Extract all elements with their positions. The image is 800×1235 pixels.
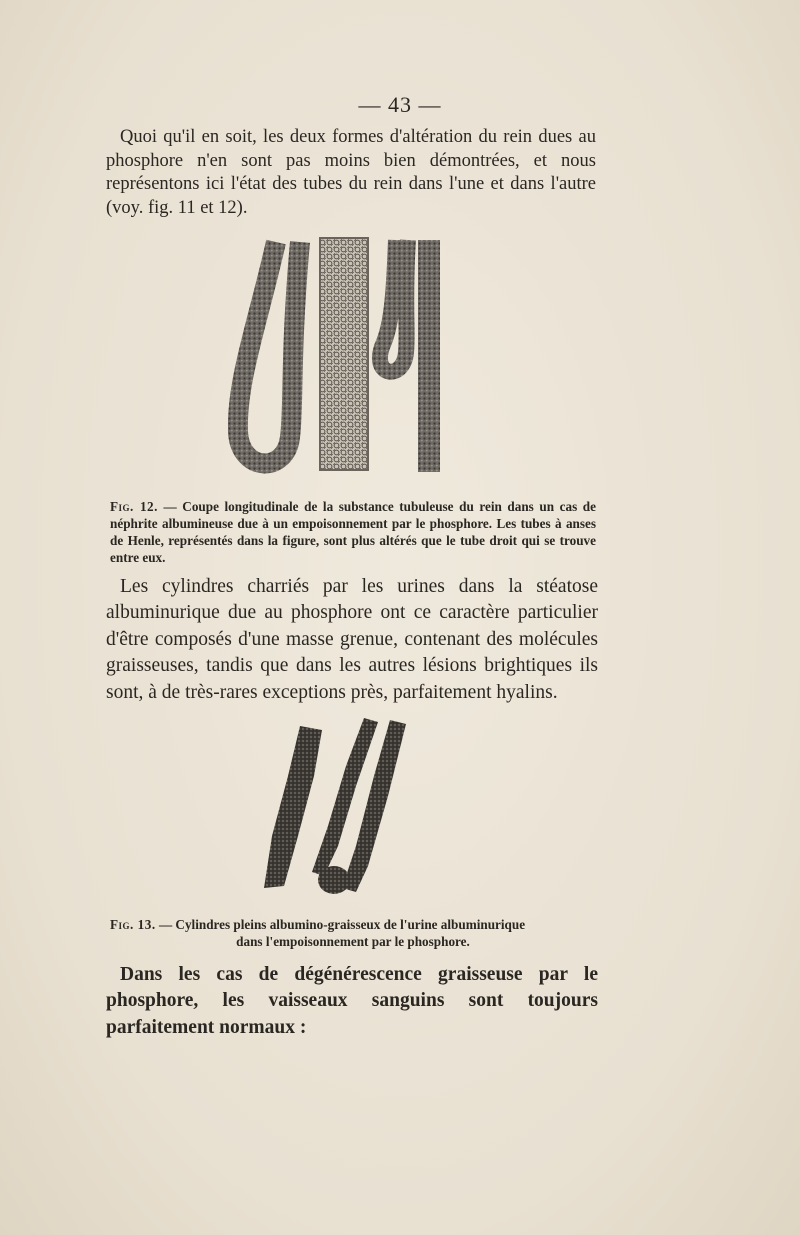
figure-13-caption-line2: dans l'empoisonnement par le phosphore.	[236, 934, 470, 949]
cast-left	[264, 726, 322, 888]
paragraph-cylinders: Les cylindres charriés par les urines dans la stéatose albuminurique due au phosphore ont ce caractère particulier d'être composés d'une masse grenue, contenant des molécules graisseuses, tandis que dans les autres lésions brightiques ils sont, à de très-rares exceptions près, parfaitement hyalins.	[106, 576, 598, 703]
figure-12-caption-text: — Coupe longitudinale de la substance tubuleuse du rein dans un cas de néphrite albumineuse due à un empoisonnement par le phosphore. Les tubes à anses de Henle, représentés dans la figure, sont plus altérés que le tube droit qui se trouve entre eux.	[110, 499, 596, 565]
figure-12-caption	[110, 498, 596, 566]
cast-right	[342, 720, 406, 892]
henle-loop-right	[380, 240, 408, 372]
figure-13-caption-line1: — Cylindres pleins albumino-graisseux de l'urine albuminurique	[155, 917, 526, 932]
paragraph-vessels: Dans les cas de dégénérescence graisseuse par le phosphore, les vaisseaux sanguins sont toujours parfaitement normaux :	[106, 964, 598, 1038]
figure-13-label: Fig. 13.	[110, 917, 156, 932]
figure-13-caption	[110, 916, 596, 950]
henle-loop-left	[238, 242, 300, 463]
page-number: — 43 —	[358, 92, 442, 117]
straight-tube	[320, 238, 368, 470]
cast-fragment	[318, 866, 350, 894]
figure-12-label: Fig. 12.	[110, 499, 158, 514]
paragraph-intro: Quoi qu'il en soit, les deux formes d'altération du rein dues au phosphore n'en sont pas moins bien démontrées, et nous représentons ici l'état des tubes du rein dans l'une et dans l'autre (voy. fig. 11 et 12).	[106, 127, 596, 218]
right-tube	[418, 240, 440, 472]
figure-12-illustration	[228, 232, 460, 476]
figure-13-illustration	[238, 716, 438, 902]
